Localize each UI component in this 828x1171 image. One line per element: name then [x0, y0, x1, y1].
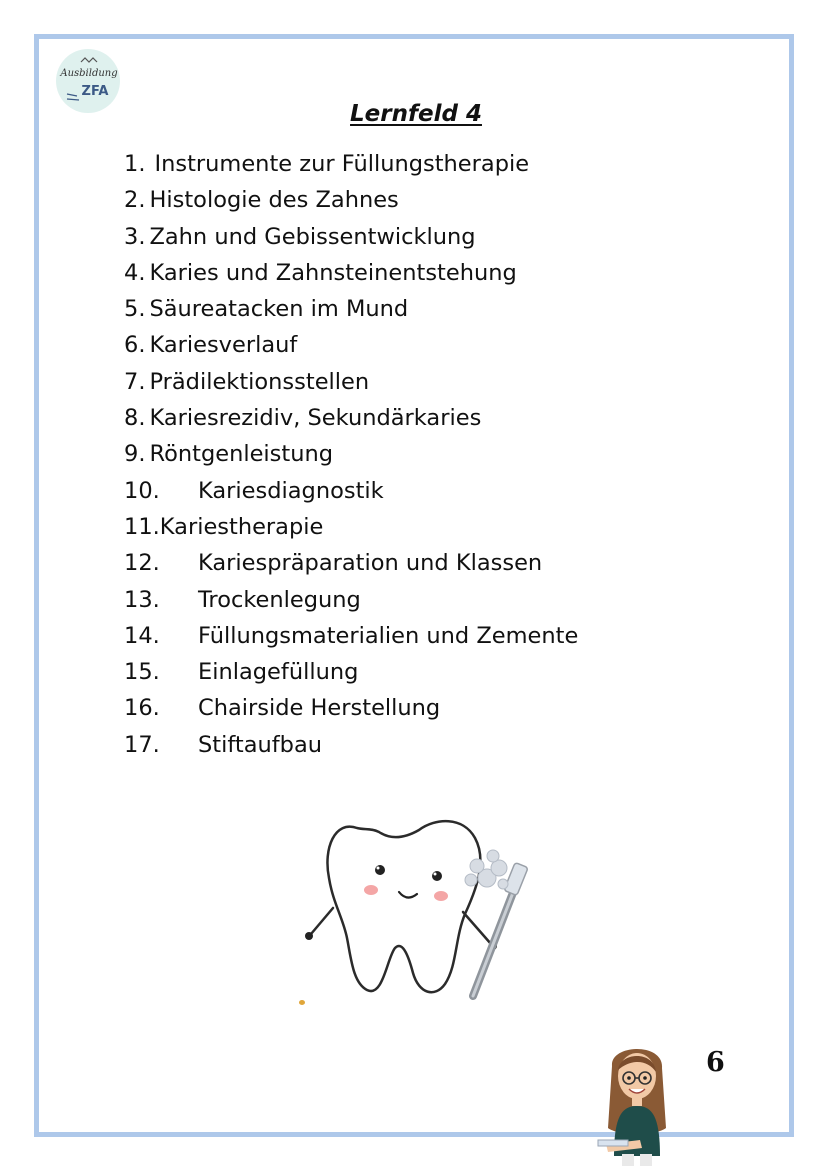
list-item [124, 618, 578, 654]
list-item [124, 182, 578, 218]
item-number: 12. [124, 550, 160, 577]
decorative-dot [299, 1000, 305, 1005]
list-item [124, 291, 578, 327]
item-label: Stiftaufbau [198, 731, 323, 758]
list-item [124, 255, 578, 291]
bitmoji-avatar [592, 1036, 682, 1166]
topic-list [124, 146, 578, 763]
item-label: Chairside Herstellung [198, 695, 441, 722]
list-item [124, 327, 578, 363]
item-label: Kariesrezidiv, Sekundärkaries [149, 405, 482, 432]
list-item [124, 690, 578, 726]
item-label: Zahn und Gebissentwicklung [149, 223, 476, 250]
item-number: 4. [124, 259, 146, 286]
page-number: 6 [706, 1047, 725, 1078]
item-number: 15. [124, 659, 160, 686]
item-label: Einlagefüllung [198, 659, 359, 686]
item-label: Kariesdiagnostik [198, 477, 384, 504]
item-label: Füllungsmaterialien und Zemente [198, 622, 579, 649]
item-number: 9. [124, 441, 146, 468]
list-item [124, 473, 578, 509]
item-label: Trockenlegung [198, 586, 361, 613]
item-number: 10. [124, 477, 160, 504]
svg-text:ZFA: ZFA [81, 84, 109, 99]
item-number: 6. [124, 332, 146, 359]
list-item [124, 727, 578, 763]
list-item [124, 400, 578, 436]
item-label: Röntgenleistung [149, 441, 334, 468]
item-label: Kariespräparation und Klassen [198, 550, 543, 577]
item-number: 14. [124, 622, 160, 649]
item-number: 2. [124, 187, 146, 214]
item-number: 3. [124, 223, 146, 250]
list-item [124, 436, 578, 472]
item-number: 16. [124, 695, 160, 722]
item-number: 7. [124, 368, 146, 395]
list-item [124, 545, 578, 581]
item-label: Kariesverlauf [149, 332, 298, 359]
svg-text:Ausbildung: Ausbildung [60, 68, 118, 79]
list-item [124, 219, 578, 255]
list-item [124, 582, 578, 618]
list-item [124, 509, 578, 545]
item-number: 8. [124, 405, 146, 432]
page-title: Lernfeld 4 [350, 101, 482, 127]
item-label: Prädilektionsstellen [149, 368, 370, 395]
item-label: Kariestherapie [159, 513, 324, 540]
list-item [124, 146, 578, 182]
item-label: Histologie des Zahnes [149, 187, 399, 214]
list-item [124, 654, 578, 690]
tooth-with-toothbrush-illustration [295, 808, 545, 1008]
item-label: Säureatacken im Mund [149, 296, 409, 323]
list-item [124, 364, 578, 400]
item-number: 1. [124, 151, 146, 177]
item-number: 11. [124, 513, 160, 540]
item-label: Karies und Zahnsteinentstehung [149, 259, 517, 286]
item-label: Instrumente zur Füllungstherapie [154, 151, 530, 177]
item-number: 17. [124, 731, 160, 758]
item-number: 5. [124, 296, 146, 323]
item-number: 13. [124, 586, 160, 613]
